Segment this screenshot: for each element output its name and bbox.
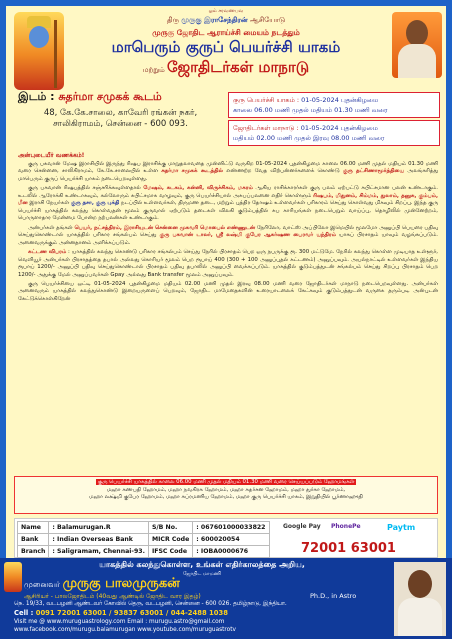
event-title: மாபெரும் குருப் பெயர்ச்சி யாகம்: [111, 38, 341, 56]
paytm-icon: Paytm: [387, 523, 416, 532]
bank-details: [14, 518, 438, 558]
phonepe-icon: PhonePe: [331, 523, 361, 530]
google-pay-icon: Google Pay: [283, 523, 321, 530]
organizer-line: முருகு ஜோதிட ஆராய்ச்சி மையம் நடத்தும்: [152, 28, 300, 37]
om-invocation: ஓம் சரவணபவ: [208, 8, 244, 14]
footer-phone: Cell : 0091 72001 63001 / 93837 63001 / 044-2488 1038: [14, 609, 228, 617]
footer-tagline: யாகத்தில் கலந்துகொள்ள, உங்கள் எதிர்காலத்தை அறிய,: [99, 560, 305, 569]
venue-title: இடம் : சுதர்மா சமுகக் கூடம்: [18, 90, 162, 103]
greeting: அன்புடையீர் வணக்கம்!: [18, 152, 85, 159]
homam-list-box: குரு பெயர்ச்சி யாகத்தில் காலை 06.00 மணி முதல் மதியம் 01.30 மணி வரை செய்யப்படும் ஹோமங்கள் மஹா கணபதி ஹோமம், மஹா நவகிரக ஹோமம், மஹா சுதர்சன ஹோமம், மஹா துர்கா ஹோமம், மஹா லக்ஷ்மி குபேர ஹோமம், மஹா சுப்ரமணிய ஹோமம், மஹா குரு பெயர்ச்சி யாகம், இறுதியில் பூர்ணாஹுதி: [14, 476, 438, 514]
payment-phone: 72001 63001: [301, 541, 396, 556]
venue-block: [18, 90, 223, 148]
conference-schedule-box: ஜோதிடர்கள் மாநாடு : 01-05-2024 புதன்கிழமை மதியம் 02.00 மணி முதல் இரவு 08.00 மணி வரை: [228, 120, 440, 146]
deity-small-icon: [4, 562, 22, 592]
blessing-line: திரு முருகு இராசேந்திரன் ஆசியோடு: [166, 16, 286, 24]
paragraph-5: குரு பெயர்ச்சியை ஒட்டி 01-05-2024 புதன்கிழமை மதியம் 02.00 மணி முதல் இரவு 08.00 மணி வரை ஜோதிடர்கள் மாநாடு நடைபெறவுள்ளது. அன்பர்கள் அனைவரும் யாகத்தில் கலந்துகொண்டு இறையருளைப் பெறவும், ஜோதிட மாமேதைகளின் உரையாடலைக் கேட்கவும் குடும்பத்துடன் வருகை தரும்படி அன்புடன் கேட்டுக்கொள்கிறேன்: [18, 280, 438, 303]
poster-content: [6, 6, 446, 633]
footer-astrologer-photo: [394, 562, 446, 636]
yagam-schedule-box: குரு பெயர்ச்சி யாகம் : 01-05-2024 புதன்கிழமை காலை 06.00 மணி முதல் மதியம் 01.30 மணி வரை: [228, 92, 440, 118]
footer-subtitle: ஆசிரியர் - பாலஜோதிடம் (40வது ஆண்டில் ஜோதிட வார இதழ்): [24, 593, 201, 600]
footer: [0, 558, 452, 639]
footer-web-email: Visit me @ www.muruguastrology.com Email : murugu.astro@gmail.com: [14, 619, 225, 625]
paragraph-2: குரு பகவான் ரிஷபத்தில் சஞ்சரிக்கவுள்ளதால் மேஷம், கடகம், கன்னி, விருச்சிகம், மகரம் ஆகிய ராசிக்காரர்கள் குரு பலம் ஏற்பட்டு சுபிட்சமான பலன் உண்டாகும். உடலில் ஆரோக்கி உண்டாகவும், கல்லோரும் சுபிட்சமாக வாழவும், குரு பெயர்ச்சியால் அசுபப்பலனை எதிர் கொள்ளும் ரிஷபம், மிதுனம், சிம்மம், துலாம், தனுசு, கும்பம், மீன இராசி நேயர்கள் குரு தசா, குரு புக்தி நடப்பில் உள்ளவர்கள், திருமண தடை, மற்றும் புத்திர தோஷம் உள்ளவர்கள் பரிகாரம் செய்து கொள்வது மிகவும் சிறப்பு. இந்த குரு பெயர்ச்சி யாகத்தில் கலந்து கொள்வதன் மூலம் குருவால் ஏற்படும் தடைகள் விலகி குடும்பத்தில் சுப காரியங்கள் நடைபெறும் வாய்ப்பு, தொழிலில் முன்னேற்றம், பொருளாதார மேன்மை போன்ற நற்பலன்கள் உண்டாகும்.: [18, 184, 438, 222]
bank-table: Name : Balamurugan.R S/B No. : 067601000033822 Bank : Indian Overseas Bank MICR Code : 600020054 Branch : Saligramam, Chennai-93. IFSC Code : IOBA0000676: [17, 521, 270, 558]
footer-social: www.facebook.com/murugu.balamurugan www.youtube.com/muruguastrotv: [14, 627, 236, 633]
payment-apps: [283, 523, 435, 535]
astrologer-name: முனைவர் முருகு பாலமுருகன்: [24, 576, 180, 591]
footer-degree: Ph.D., in Astro: [310, 592, 357, 600]
murugan-deity-image: [14, 12, 64, 90]
venue-address: 48, கே.கே.சாலை, காவேரி ரங்கன் நகர், சாலிகிராமம், சென்னை - 600 093.: [43, 108, 198, 129]
footer-role: ஜோதிட மாமணி: [182, 571, 222, 577]
footer-address: நெ. 19/33, வடபழனி ஆண்டவர் கோவில் தெரு, வடபழனி, சென்னை - 600 026. தமிழ்நாடு, இந்தியா.: [14, 601, 287, 607]
paragraph-fees: கட்டண விபரம் : யாகத்தில் கலந்து கொண்டு பரிகார சங்கல்பம் செய்து நேரில் பிரசாதம் பெற ஒரு நபருக்கு ரூ. 300 மட்டுமே. நேரில் கலந்து கொள்ள முடியாத உள்ளூர், வெளியூர் அன்பர்கள் பிரசாதத்தை தபால் அல்லது கொரியர் மூலம் பெற ரூபாய் 400 (300 + 100 அனுப்புதல் கட்டணம்) அனுப்பவும். அயல்நாட்டில் உள்ளவர்கள் இந்திய ரூபாய் 1200/- அனுப்பி பதிவு செய்துகொண்டால் பிரசாதம் பதிவு தபாலில் அனுப்பி வைக்கப்படும். யாகத்தில் குடும்பத்துடன் சங்கல்பம் செய்து சிறப்பு பிரசாதம் பெற 1200/- அதுக்கு மேல் அனுப்பவர்கள் Gpay அல்லது Bank transfer மூலம் அனுப்பவும்.: [18, 248, 438, 278]
event-subtitle: மற்றும் ஜோதிடர்கள் மாநாடு: [142, 58, 310, 76]
paragraph-1: குரு பகவான் மேஷ இராசியில் இருந்து ரிஷப இராசிக்கு மாறுதலாவதை முன்னிட்டு வருகிற 01-05-2024 புதன்கிழமை காலை 06.00 மணி முதல் மதியம் 01.30 மணி வரை சென்னை, சாலிகிராமம், கே.கே.சாலையில் உள்ள சுதர்மா சமுகக் கூடத்தில் எண்ணற்ற வேத விற்பன்னர்களைக் கொண்டு குரு தட்சிணாமூர்த்தியை அலங்கரித்து மாபெரும் குருப் பெயர்ச்சி யாகம் நடைபெறவுள்ளது.: [18, 160, 439, 182]
invitation-body: [18, 152, 438, 305]
paragraph-3: அன்பர்கள் தங்கள் பெயர், நட்சத்திரம், இராசியுடன் சென்னை முகவரி மொபைல் எண்ணுடன் நேரிலோ, வாட்ஸ் அப்பிலோ இமெயில் மூலமோ அனுப்பி பெயரை பதிவு செய்துகொண்டால் யாகத்தில் பரிகார சங்கல்பம் செய்து குரு பகவான் டாலர், ஸ்ரீ லஷ்மி குபேர ஆகர்ஷண பைரவர் யந்திரம் யாகப் பிரசாதம் யாவும் வழங்கப்படும். அனைவருக்கும் அன்னதானம் அளிக்கப்படும்.: [18, 224, 439, 246]
astrologer-photo: [392, 12, 442, 78]
